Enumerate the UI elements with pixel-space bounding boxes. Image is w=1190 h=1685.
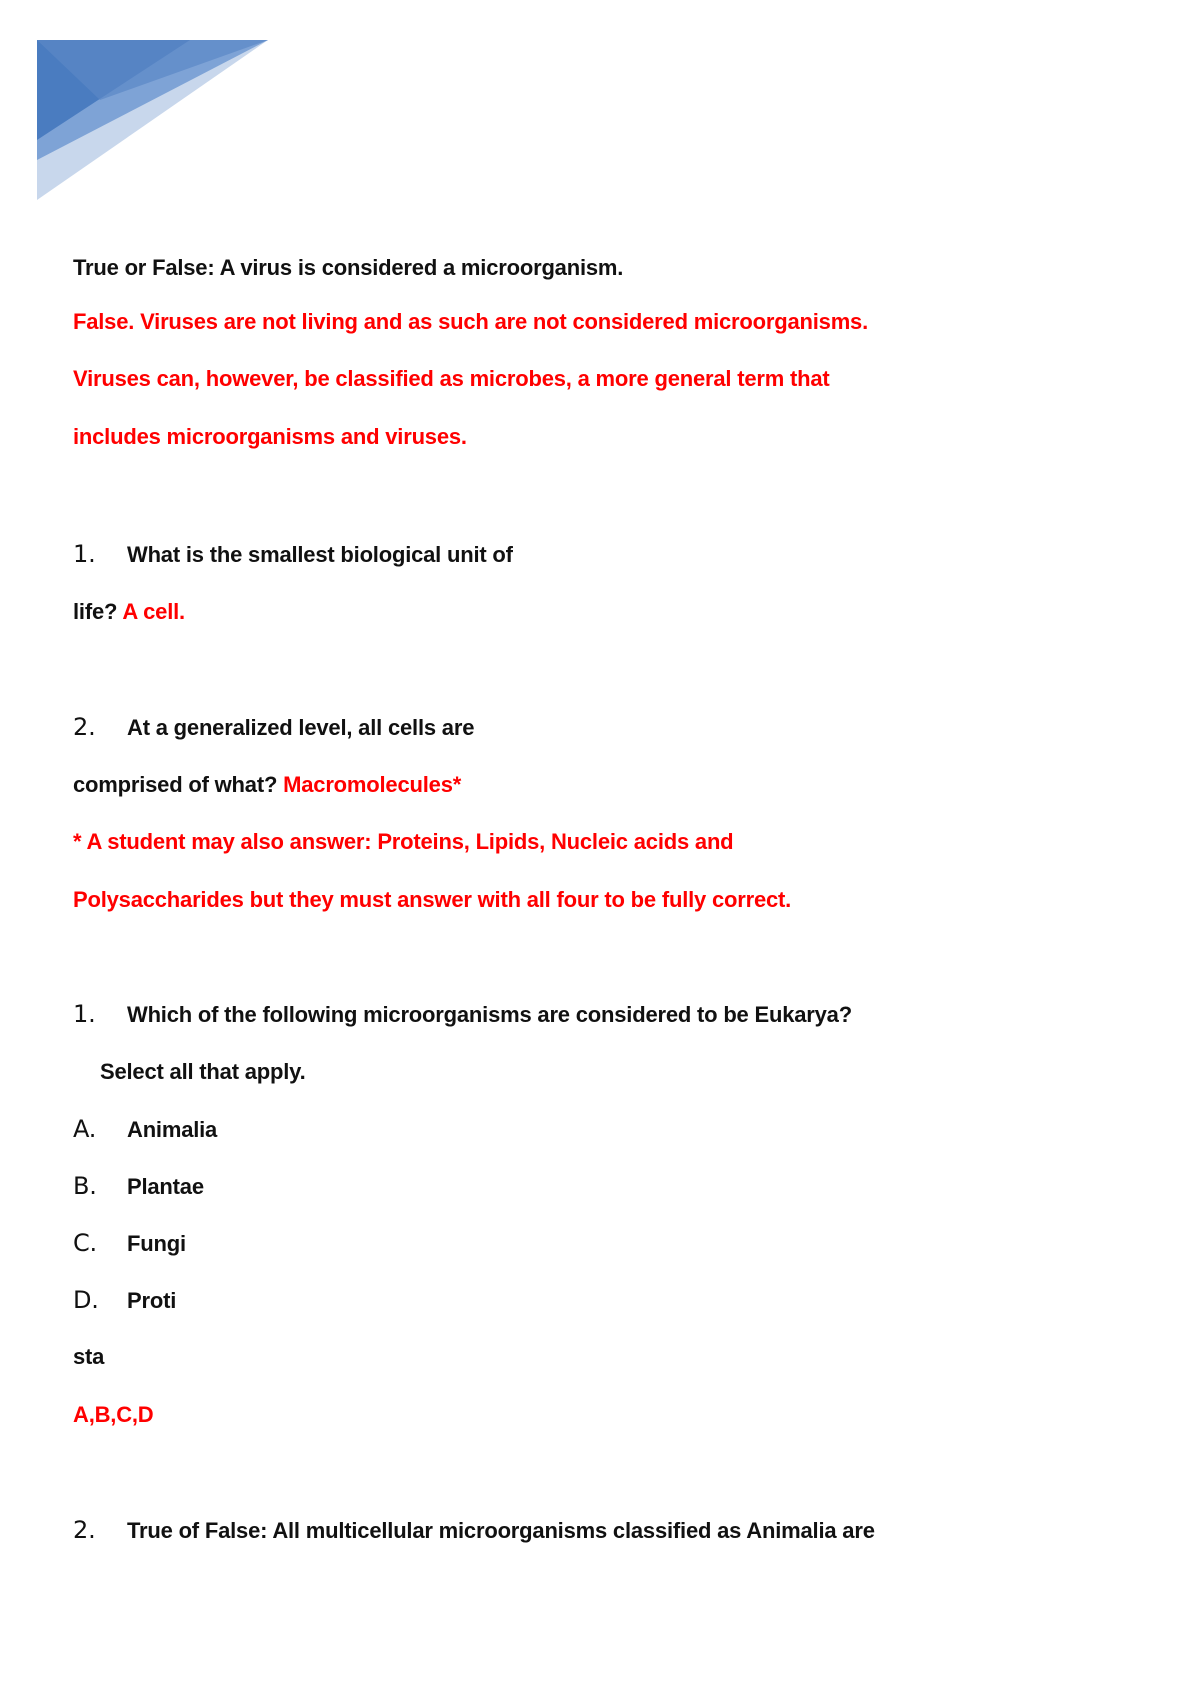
answer-text: A cell. <box>122 599 185 624</box>
question-text: At a generalized level, all cells are <box>127 715 475 740</box>
option-a <box>73 1115 217 1144</box>
question-1-line-2 <box>73 598 185 626</box>
option-text: Proti <box>127 1288 177 1313</box>
question-1-line-1 <box>73 540 513 569</box>
question-2-line-1 <box>73 713 474 742</box>
option-text: Animalia <box>127 1117 218 1142</box>
question-4-line-1 <box>73 1516 875 1545</box>
option-d-wrap: sta <box>73 1344 105 1369</box>
option-d <box>73 1286 176 1315</box>
option-text: Fungi <box>127 1231 186 1256</box>
question-number: 1. <box>73 1000 96 1028</box>
answer-text: Macromolecules* <box>283 772 462 797</box>
option-b <box>73 1172 204 1201</box>
question-text: comprised of what? <box>73 772 278 797</box>
answer-text: A,B,C,D <box>73 1402 154 1427</box>
corner-banner-graphic <box>0 0 1190 220</box>
question-text: Which of the following microorganisms are considered to be Eukarya? <box>127 1002 852 1027</box>
true-false-question: True or False: A virus is considered a microorganism. <box>73 255 624 280</box>
answer-note-line-1: * A student may also answer: Proteins, Lipids, Nucleic acids and <box>73 829 734 854</box>
question-number: 2. <box>73 1516 96 1544</box>
answer-note-line-2: Polysaccharides but they must answer with all four to be fully correct. <box>73 887 792 912</box>
question-text: life? <box>73 599 118 624</box>
option-text: Plantae <box>127 1174 204 1199</box>
answer-line-3: includes microorganisms and viruses. <box>73 424 467 449</box>
question-number: 2. <box>73 713 96 741</box>
question-text: What is the smallest biological unit of <box>127 542 513 567</box>
option-c <box>73 1229 186 1258</box>
answer-line-2: Viruses can, however, be classified as microbes, a more general term that <box>73 366 830 391</box>
option-letter: C. <box>73 1229 97 1257</box>
question-number: 1. <box>73 540 96 568</box>
question-3-line-2: Select all that apply. <box>100 1059 306 1084</box>
option-letter: B. <box>73 1172 97 1200</box>
question-3-line-1 <box>73 1000 852 1029</box>
option-letter: D. <box>73 1286 99 1314</box>
option-letter: A. <box>73 1115 97 1143</box>
answer-line-1: False. Viruses are not living and as such are not considered microorganisms. <box>73 309 868 334</box>
question-text: True of False: All multicellular microorganisms classified as Animalia are <box>127 1518 875 1543</box>
question-2-line-2 <box>73 771 461 799</box>
